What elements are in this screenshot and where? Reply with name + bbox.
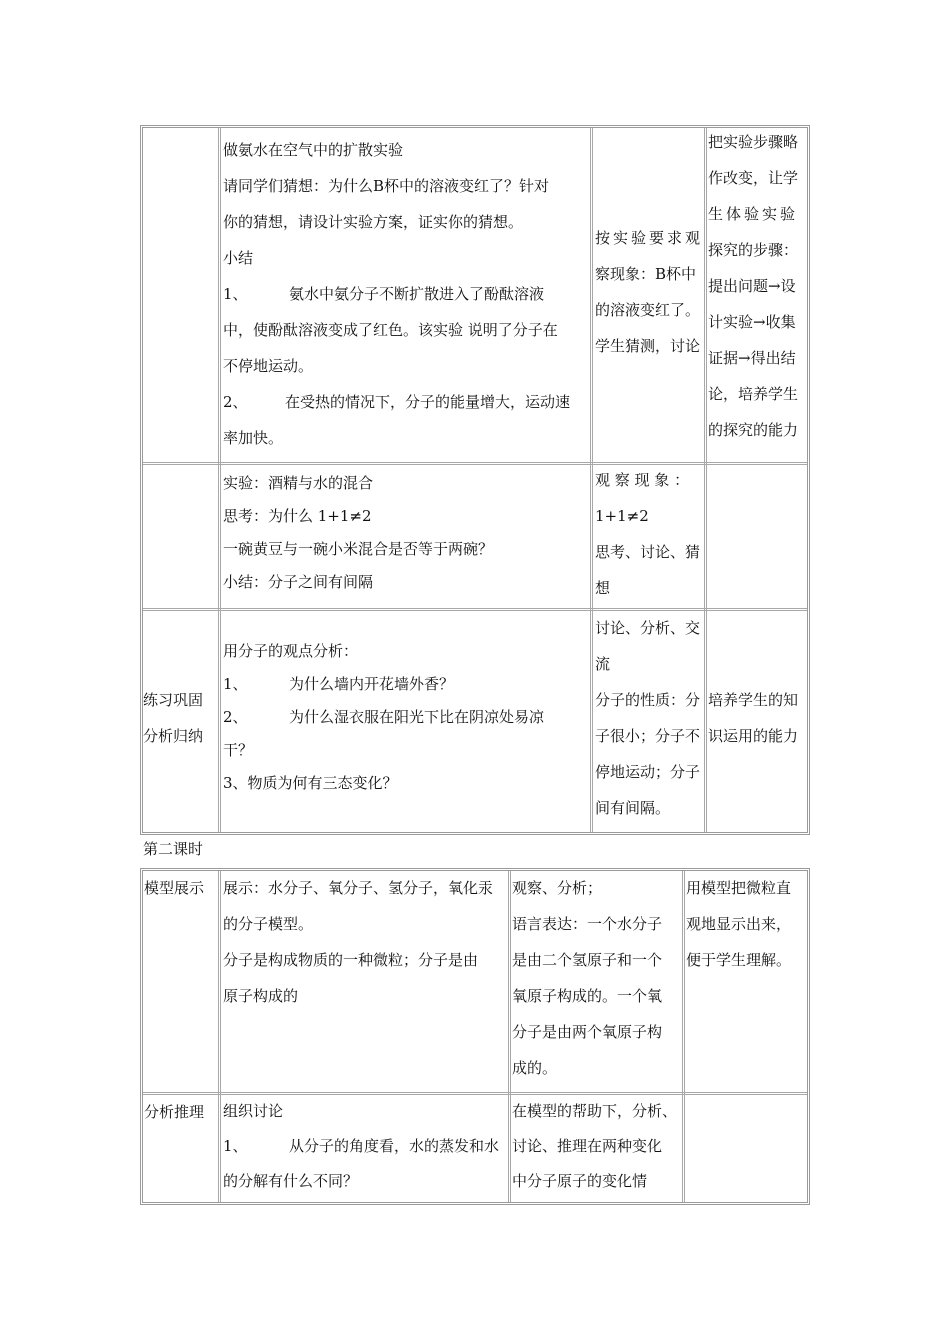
experiment-title: 做氨水在空气中的扩散实验 [223, 141, 404, 159]
table1-row3-stage: 练习巩固 分析归纳 [143, 691, 204, 745]
table2-row2-content: 组织讨论 1、 从分子的角度看，水的蒸发和水 的分解有什么不同？ [223, 1102, 500, 1190]
table2-row1-student: 观察、分析； 语言表达：一个水分子 是由二个氢原子和一个 氧原子构成的。一个氧 分子是由两个氧原子构 成的。 [512, 879, 663, 1077]
table2-column-divider [218, 871, 221, 1202]
table1-row1-content: 做氨水在空气中的扩散实验 请同学们猜想：为什么B杯中的溶液变红了？针对 你的猜想，请设计实验方案，证实你的猜想。 小结 1、 氨水中氨分子不断扩散进入了酚酞溶液 中，使酚酞溶液变成了红色。该实验 说明了分子在 不停地运动。 2、 在受热的情况下，分子的能量增大，运动速 率加快。 [223, 132, 591, 456]
table1-row-divider [143, 608, 807, 611]
table2-row2-student: 在模型的帮助下，分析、 讨论、推理在两种变化 中分子原子的变化情 [512, 1102, 678, 1190]
summary-label: 小结 [223, 249, 254, 267]
table1-row3-intent: 培养学生的知 识运用的能力 [708, 691, 799, 745]
table2-row2-stage: 分析推理 [144, 1103, 205, 1121]
table2-row1-content: 展示：水分子、氧分子、氢分子，氧化汞 的分子模型。 分子是构成物质的一种微粒；分子是由 原子构成的 [223, 879, 494, 1005]
second-lesson-label: 第二课时 [143, 840, 204, 858]
table1-row-divider [143, 462, 807, 465]
table1-row3-content: 用分子的观点分析： 1、 为什么墙内开花墙外香？ 2、 为什么湿衣服在阳光下比在阴凉处易凉 干？ 3、物质为何有三态变化？ [223, 642, 545, 792]
table1-row2-content: 实验：酒精与水的混合 思考：为什么 1+1≠2 一碗黄豆与一碗小米混合是否等于两碗？ 小结：分子之间有间隔 [223, 474, 494, 591]
table1-row3-student: 讨论、分析、交 流 分子的性质：分 子很小；分子不 停地运动；分子 间有间隔。 [595, 619, 701, 817]
table1-row1-intent: 把实验步骤略 作改变，让学 生体验实验 探究的步骤： 提出问题→设 计实验→收集 证据→得出结 论，培养学生 的探究的能力 [708, 133, 799, 439]
table1-row1-student: 按实验要求观 察现象：B杯中 的溶液变红了。 学生猜测，讨论 [595, 229, 704, 355]
table2-row1-intent: 用模型把微粒直 观地显示出来， 便于学生理解。 [686, 879, 792, 969]
table1-row2-student: 观 察 现 象 ： 1+1≠2 思考、讨论、猜 想 [595, 471, 701, 597]
table2-row1-stage: 模型展示 [144, 879, 205, 897]
